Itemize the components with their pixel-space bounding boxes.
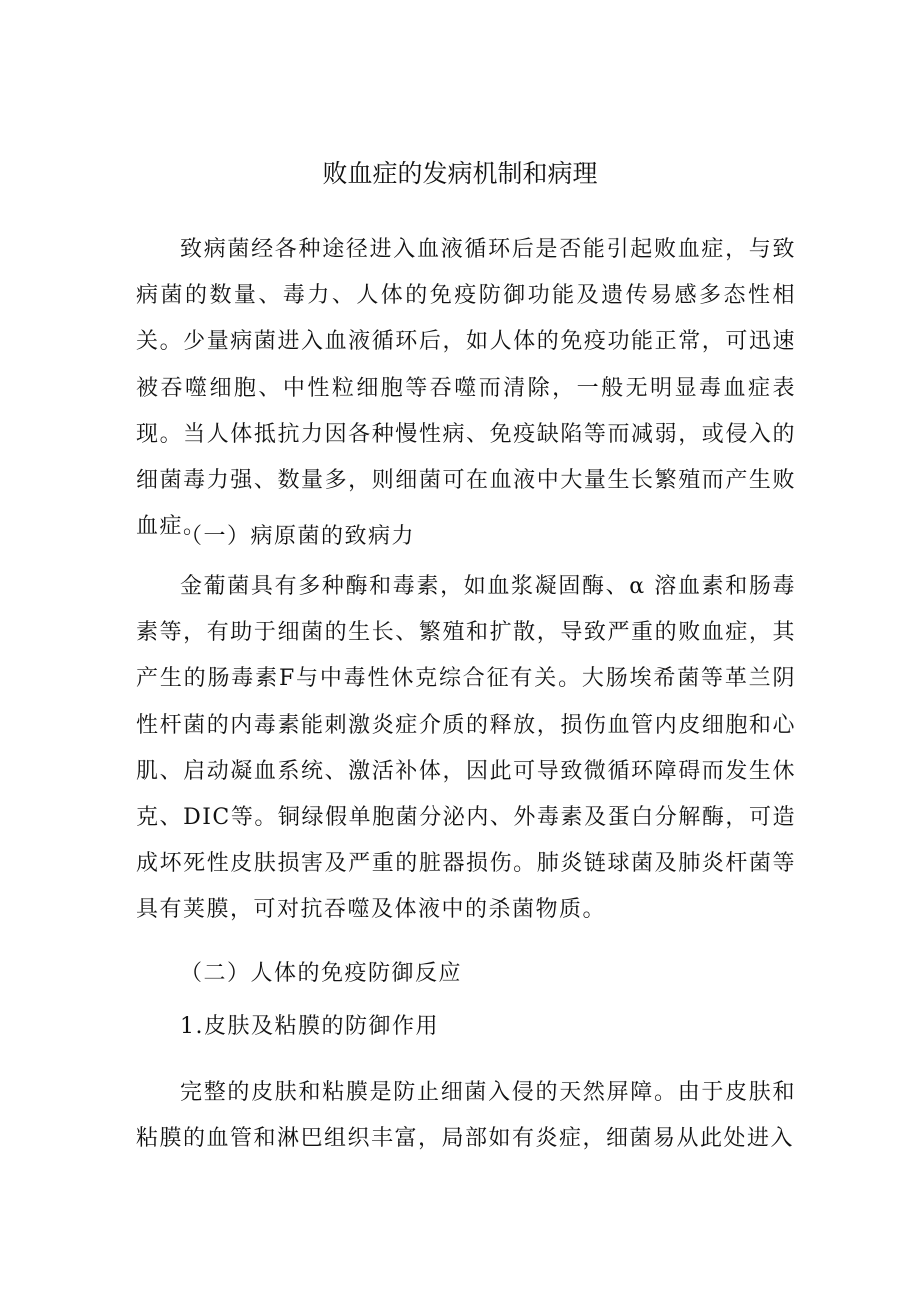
paragraph-intro: 致病菌经各种途径进入血液循环后是否能引起败血症，与致病菌的数量、毒力、人体的免疫防御功能及遗传易感多态性相关。少量病菌进入血液循环后，如人体的免疫功能正常，可迅速被吞噬细胞、中性粒细胞等吞噬而清除，一般无明显毒血症表现。当人体抵抗力因各种慢性病、免疫缺陷等而减弱，或侵入的细菌毒力强、数量多，则细菌可在血液中大量生长繁殖而产生败血症。: [136, 237, 796, 540]
subsection-heading-skin: 1.皮肤及粘膜的防御作用: [180, 1014, 439, 1039]
section-heading-pathogen: （一）病原菌的致病力: [180, 524, 416, 549]
paragraph-skin-barrier: 完整的皮肤和粘膜是防止细菌入侵的天然屏障。由于皮肤和粘膜的血管和淋巴组织丰富，局部如有炎症，细菌易从此处进入: [136, 1080, 796, 1152]
paragraph-pathogenicity: 金葡菌具有多种酶和毒素，如血浆凝固酶、α 溶血素和肠毒素等，有助于细菌的生长、繁殖和扩散，导致严重的败血症，其产生的肠毒素F与中毒性休克综合征有关。大肠埃希菌等革兰阴性杆菌的内毒素能刺激炎症介质的释放，损伤血管内皮细胞和心肌、启动凝血系统、激活补体，因此可导致微循环障碍而发生休克、DIC等。铜绿假单胞菌分泌内、外毒素及蛋白分解酶，可造成坏死性皮肤损害及严重的脏器损伤。肺炎链球菌及肺炎杆菌等具有荚膜，可对抗吞噬及体液中的杀菌物质。: [136, 574, 796, 923]
section-heading-immune: （二）人体的免疫防御反应: [180, 961, 463, 986]
document-title: 败血症的发病机制和病理: [322, 159, 598, 188]
